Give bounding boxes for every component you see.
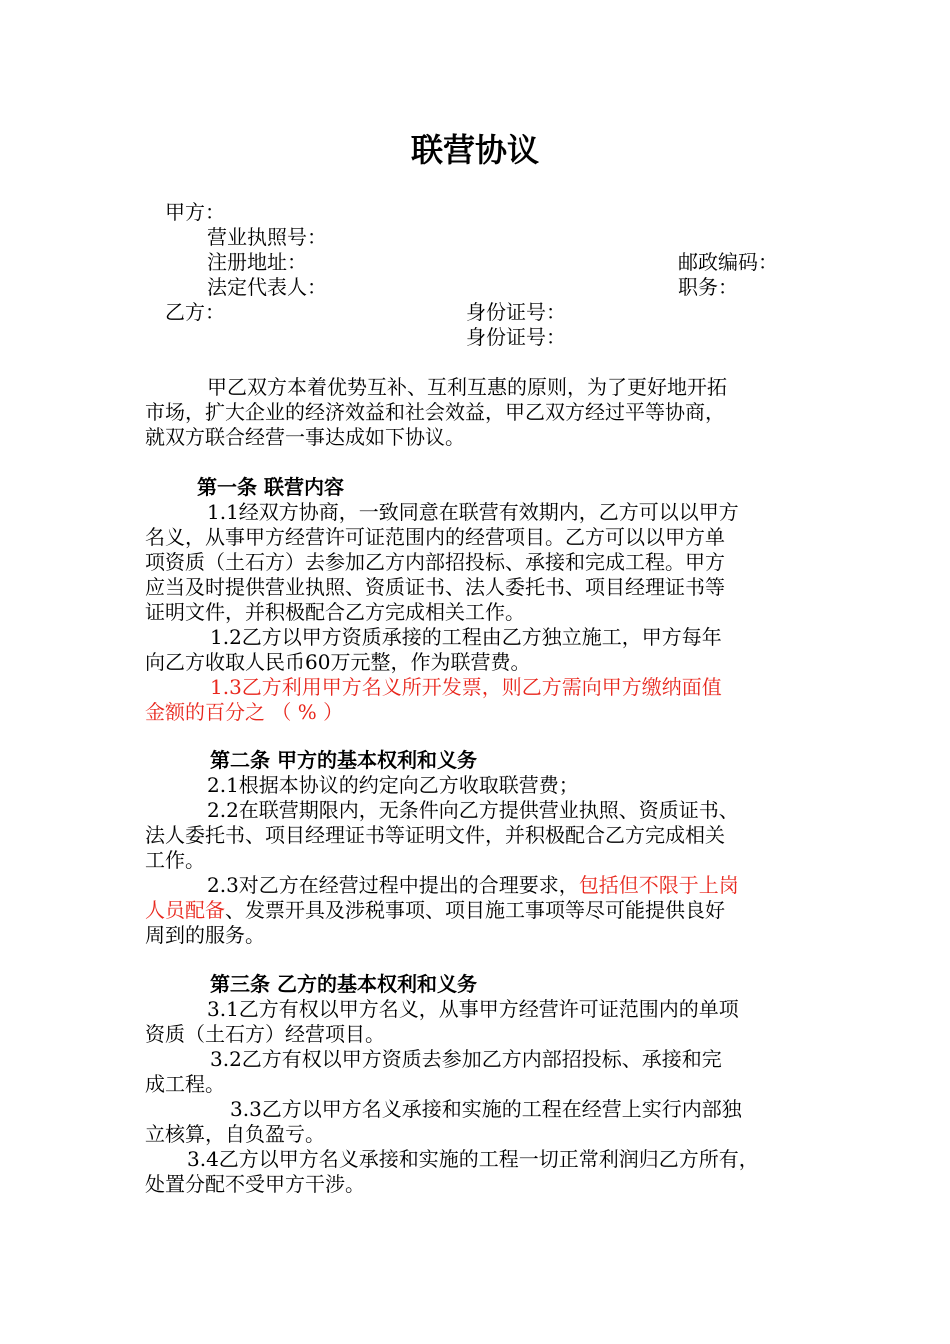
clause-2-2-line: 工作。	[145, 848, 205, 872]
clause-1-1-line: 项资质（土石方）去参加乙方内部招投标、承接和完成工程。甲方	[145, 550, 725, 574]
article-3-heading: 第三条 乙方的基本权利和义务	[210, 972, 477, 996]
clause-1-2-line: 向乙方收取人民币60万元整，作为联营费。	[145, 650, 531, 674]
party-a-label: 甲方：	[165, 200, 225, 224]
id-no-label-2: 身份证号：	[466, 325, 566, 349]
clause-3-2-line: 3.2乙方有权以甲方资质去参加乙方内部招投标、承接和完	[210, 1047, 722, 1071]
id-no-label-1: 身份证号：	[466, 300, 566, 324]
postal-code-label: 邮政编码：	[678, 250, 778, 274]
clause-3-1-line: 资质（土石方）经营项目。	[145, 1022, 385, 1046]
intro-line: 市场，扩大企业的经济效益和社会效益，甲乙双方经过平等协商，	[145, 400, 725, 424]
clause-2-1-line: 2.1根据本协议的约定向乙方收取联营费；	[207, 773, 579, 797]
article-1-heading: 第一条 联营内容	[197, 475, 344, 499]
clause-2-2-line: 2.2在联营期限内，无条件向乙方提供营业执照、资质证书、	[207, 798, 739, 822]
clause-1-1-line: 1.1经双方协商，一致同意在联营有效期内，乙方可以以甲方	[207, 500, 739, 524]
clause-2-3-line: 周到的服务。	[145, 923, 265, 947]
clause-2-3-text: 、发票开具及涉税事项、项目施工事项等尽可能提供良好	[225, 898, 725, 922]
article-2-heading: 第二条 甲方的基本权利和义务	[210, 748, 477, 772]
clause-1-2-line: 1.2乙方以甲方资质承接的工程由乙方独立施工，甲方每年	[210, 625, 722, 649]
clause-1-1-line: 应当及时提供营业执照、资质证书、法人委托书、项目经理证书等	[145, 575, 725, 599]
clause-1-1-line: 名义，从事甲方经营许可证范围内的经营项目。乙方可以以甲方单	[145, 525, 725, 549]
license-no-label: 营业执照号：	[207, 225, 327, 249]
clause-1-3-line: 1.3乙方利用甲方名义所开发票，则乙方需向甲方缴纳面值	[210, 675, 722, 699]
position-label: 职务：	[678, 275, 738, 299]
party-b-label: 乙方：	[165, 300, 225, 324]
clause-2-3-line	[145, 898, 725, 923]
clause-3-3-line: 立核算，自负盈亏。	[145, 1122, 325, 1146]
intro-line: 就双方联合经营一事达成如下协议。	[145, 425, 465, 449]
clause-3-4-line: 3.4乙方以甲方名义承接和实施的工程一切正常利润归乙方所有，	[187, 1147, 759, 1171]
clause-2-3-line	[207, 873, 739, 898]
clause-2-2-line: 法人委托书、项目经理证书等证明文件，并积极配合乙方完成相关	[145, 823, 725, 847]
clause-2-3-text: 2.3对乙方在经营过程中提出的合理要求，	[207, 873, 579, 897]
clause-2-3-highlight: 包括但不限于上岗	[578, 873, 739, 897]
reg-address-label: 注册地址：	[207, 250, 307, 274]
clause-3-3-line: 3.3乙方以甲方名义承接和实施的工程在经营上实行内部独	[230, 1097, 742, 1121]
clause-3-4-line: 处置分配不受甲方干涉。	[145, 1172, 365, 1196]
intro-line: 甲乙双方本着优势互补、互利互惠的原则，为了更好地开拓	[207, 375, 727, 399]
clause-1-1-line: 证明文件，并积极配合乙方完成相关工作。	[145, 600, 525, 624]
clause-3-2-line: 成工程。	[145, 1072, 225, 1096]
document-title: 联营协议	[410, 131, 539, 169]
clause-3-1-line: 3.1乙方有权以甲方名义，从事甲方经营许可证范围内的单项	[207, 997, 739, 1021]
legal-rep-label: 法定代表人：	[207, 275, 327, 299]
clause-2-3-highlight: 人员配备	[145, 898, 225, 922]
clause-1-3-line: 金额的百分之 （ % ）	[145, 700, 344, 724]
